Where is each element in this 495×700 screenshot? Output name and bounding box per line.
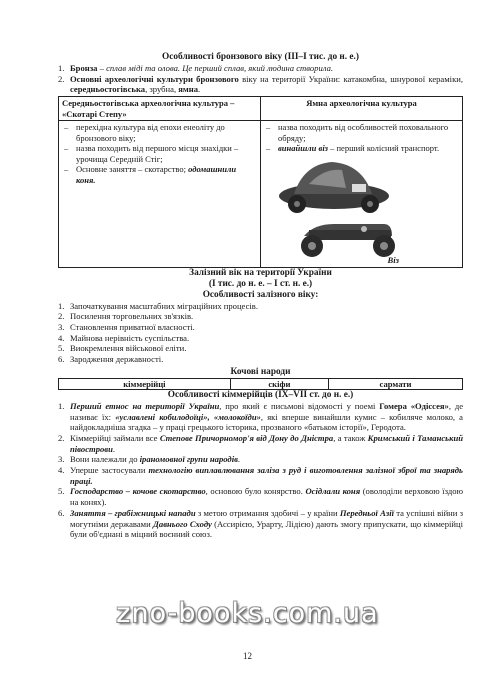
list-item: 6. Зародження державності.	[58, 354, 164, 365]
iron-age-title: Залізний вік на території України	[189, 267, 332, 278]
list-item: 4. Уперше застосували технологію виплавлювання заліза з руд і виготовлення залізної зброї та знарядь праці.	[58, 465, 463, 486]
list-item: 6. Заняття – грабіжницькі напади з метою отримання здобичі – у країни Передньої Азії та успішні війни з могутніми державами Давнього Сходу (Ассирією, Урарту, Лідією) дають змогу припускати, що кіммерійці були об'єднані в міцний воєнний союз.	[58, 507, 464, 540]
table-cell	[261, 121, 463, 268]
list-item: 1. Започаткування масштабних міграційних процесів.	[58, 300, 258, 311]
page-number: 12	[243, 651, 252, 661]
list-item: 2. Основні археологічні культури бронзового віку на території України: катакомбна, шнурової кераміки, середньостогівська, зрубна, ямна.	[58, 73, 463, 95]
list-item: 2. Кіммерійці займали все Степове Причорномор'я від Дону до Дністра, а також Кримський і Таманський півострови.	[58, 432, 464, 454]
nomads-table	[58, 378, 463, 390]
list-item: – перехідна культура від епохи енеоліту до бронзового віку;	[62, 122, 257, 143]
iron-age-dates: (І тис. до н. е. – І ст. н. е.)	[208, 278, 313, 289]
bronze-age-title: Особливості бронзового віку (ІІІ–І тис. до н. е.)	[162, 52, 359, 62]
nomad-cell: сармати	[328, 378, 462, 389]
list-item: 1. Бронза – сплав міді та олова. Це перший сплав, який людина створила.	[58, 63, 334, 73]
list-item: 2. Посилення торговельних зв'язків.	[58, 311, 194, 322]
wagon-image	[264, 154, 459, 266]
bronze-list	[58, 63, 463, 95]
list-item: 3. Становлення приватної власності.	[58, 322, 195, 333]
table-header-yamna: Ямна археологічна культура	[261, 97, 463, 121]
list-item: 4. Майнова нерівність суспільства.	[58, 332, 190, 343]
nomads-title: Кочові народи	[230, 366, 291, 377]
list-item: 5. Господарство – кочове скотарство, основою було конярство. Осідлали коня (оволоділи верховою їздою на конях).	[58, 486, 463, 508]
list-item: – назва походить від першого місця знахідки – урочища Середній Стіг;	[62, 143, 257, 164]
document-page	[58, 0, 463, 540]
table-cell	[59, 121, 261, 268]
cimmerians-list	[58, 401, 463, 540]
list-item: – назва походить від особливостей поховального обряду;	[264, 122, 459, 143]
nomad-cell: скіфи	[230, 378, 328, 389]
iron-age-subtitle: Особливості залізного віку:	[202, 289, 319, 300]
list-item: 5. Виокремлення військової еліти.	[58, 343, 187, 354]
cimmerians-title: Особливості кіммерійців (ІХ–VІІ ст. до н. е.)	[167, 389, 354, 400]
table-header-sredniy-stih: Середньостогівська археологічна культура – «Скотарі Степу»	[59, 97, 261, 121]
wagon-caption: Віз	[387, 255, 399, 266]
cultures-table	[58, 96, 463, 268]
list-item: – Основне заняття – скотарство; одомашнили коня.	[62, 164, 257, 185]
iron-list	[58, 301, 463, 365]
wagon-illustration	[264, 154, 454, 266]
list-item: 3. Вони належали до іраномовної групи народів.	[58, 454, 241, 465]
nomad-cell: кіммерійці	[59, 378, 231, 389]
site-watermark: zno-books.com.ua	[116, 598, 379, 629]
list-item: – винайшли віз – перший колісний транспорт.	[264, 143, 459, 154]
list-item: 1. Перший етнос на території України, про який є письмові відомості у поемі Гомера «Одіссея», де називає їх: «уславлені кобилодоїці», «молокоїди», які вперше винайшли кумис – кобиляче молоко, а найдокладніша згадка – у праці грецького історика, прозваного «батьком історії», Геродота.	[58, 400, 464, 433]
